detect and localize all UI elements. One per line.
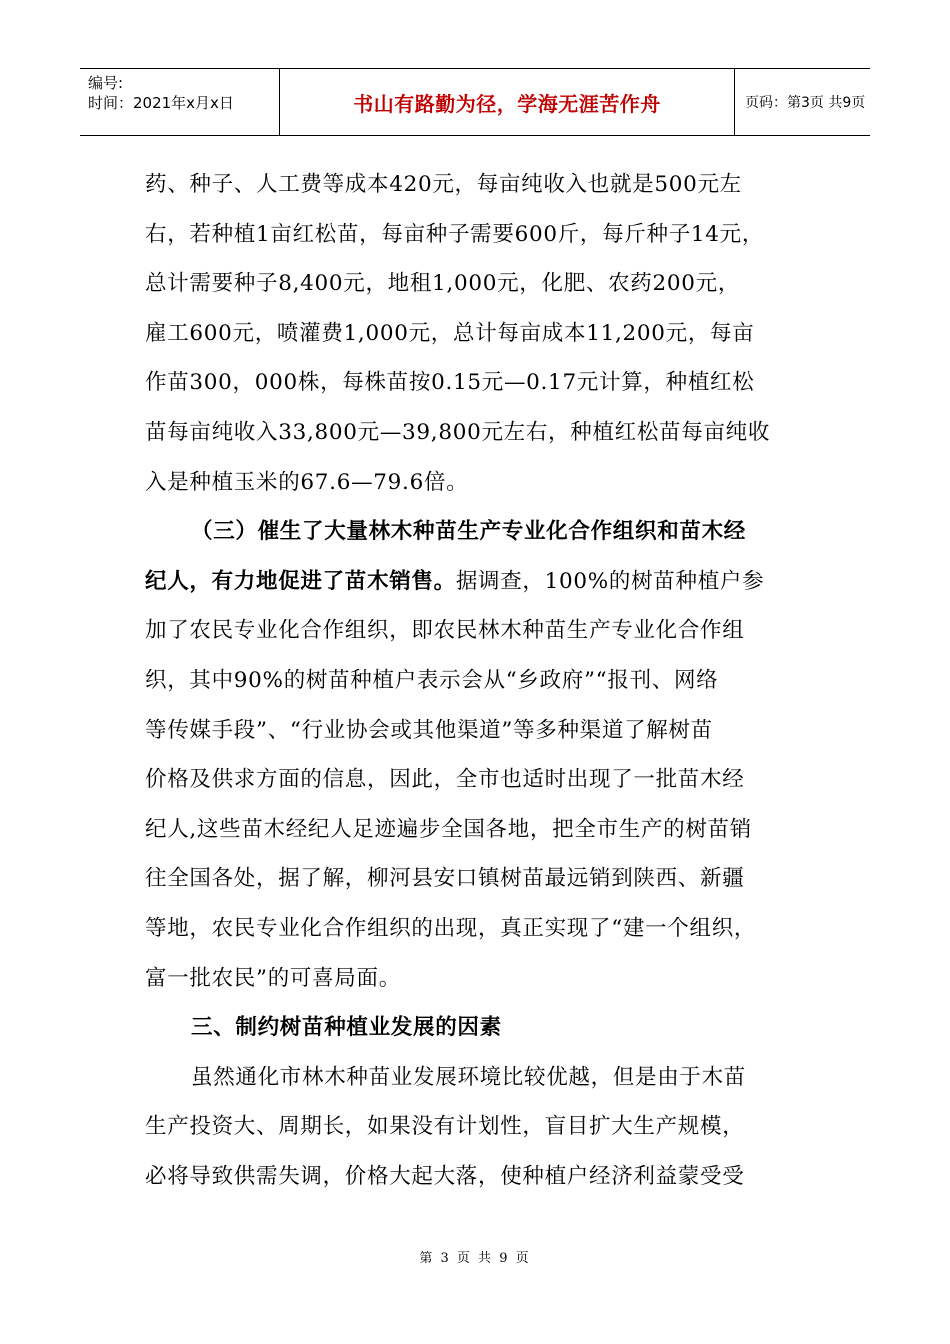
- body-line: 加了农民专业化合作组织，即农民林木种苗生产专业化合作组: [145, 618, 745, 644]
- time-label: 时间：2021年x月x日: [88, 94, 234, 112]
- body-line: 入是种植玉米的67.6—79.6倍。: [145, 469, 469, 495]
- header-motto: 书山有路勤为径，学海无涯苦作舟: [353, 91, 661, 116]
- body-line: 总计需要种子8,400元，地租1,000元，化肥、农药200元，: [145, 271, 741, 297]
- body-line: 等传媒手段”、“行业协会或其他渠道”等多种渠道了解树苗: [145, 717, 713, 743]
- body-line: 苗每亩纯收入33,800元—39,800元左右，种植红松苗每亩纯收: [145, 419, 771, 445]
- body-line: 药、种子、人工费等成本420元，每亩纯收入也就是500元左: [145, 172, 742, 197]
- body-line: 纪人,这些苗木经纪人足迹遍步全国各地，把全市生产的树苗销: [145, 816, 752, 842]
- document-body: [145, 160, 805, 1201]
- paragraph-heading-line: [145, 557, 805, 607]
- body-line: 必将导致供需失调，价格大起大落，使种植户经济利益蒙受受: [145, 1163, 745, 1189]
- body-line: 虽然通化市林木种苗业发展环境比较优越，但是由于木苗: [191, 1064, 747, 1090]
- paragraph-text: 据调查，100%的树苗种植户参: [455, 568, 765, 594]
- header-page-code: 页码：第3页 共9页: [745, 95, 866, 111]
- body-line: 织，其中90%的树苗种植户表示会从“乡政府”“报刊、网络: [145, 667, 719, 693]
- body-line: 等地，农民专业化合作组织的出现，真正实现了“建一个组织，: [145, 915, 757, 941]
- body-line: 富一批农民”的可喜局面。: [145, 965, 401, 991]
- body-line: 价格及供求方面的信息，因此，全市也适时出现了一批苗木经: [145, 767, 745, 793]
- number-label: 编号:: [88, 74, 124, 92]
- body-line: 生产投资大、周期长，如果没有计划性，盲目扩大生产规模，: [145, 1114, 745, 1140]
- header-page-cell: [735, 69, 870, 135]
- body-line: 雇工600元，喷灌费1,000元，总计每亩成本11,200元，每亩: [145, 320, 755, 346]
- paragraph-heading-bold: 纪人，有力地促进了苗木销售。: [145, 568, 456, 594]
- body-line: 往全国各处，据了解，柳河县安口镇树苗最远销到陕西、新疆: [145, 866, 745, 892]
- body-line: 作苗300，000株，每株苗按0.15元—0.17元计算，种植红松: [145, 370, 755, 396]
- header-left-cell: [80, 69, 280, 135]
- header-motto-cell: [280, 69, 735, 135]
- section-heading: 三、制约树苗种植业发展的因素: [191, 1015, 502, 1041]
- page-header: [80, 68, 870, 136]
- body-line: 右，若种植1亩红松苗，每亩种子需要600斤，每斤种子14元，: [145, 221, 765, 247]
- page-footer: 第 3 页 共 9 页: [419, 1251, 531, 1266]
- paragraph-heading-line: [145, 507, 805, 557]
- paragraph-heading-bold: （三）催生了大量林木种苗生产专业化合作组织和苗木经: [191, 519, 747, 545]
